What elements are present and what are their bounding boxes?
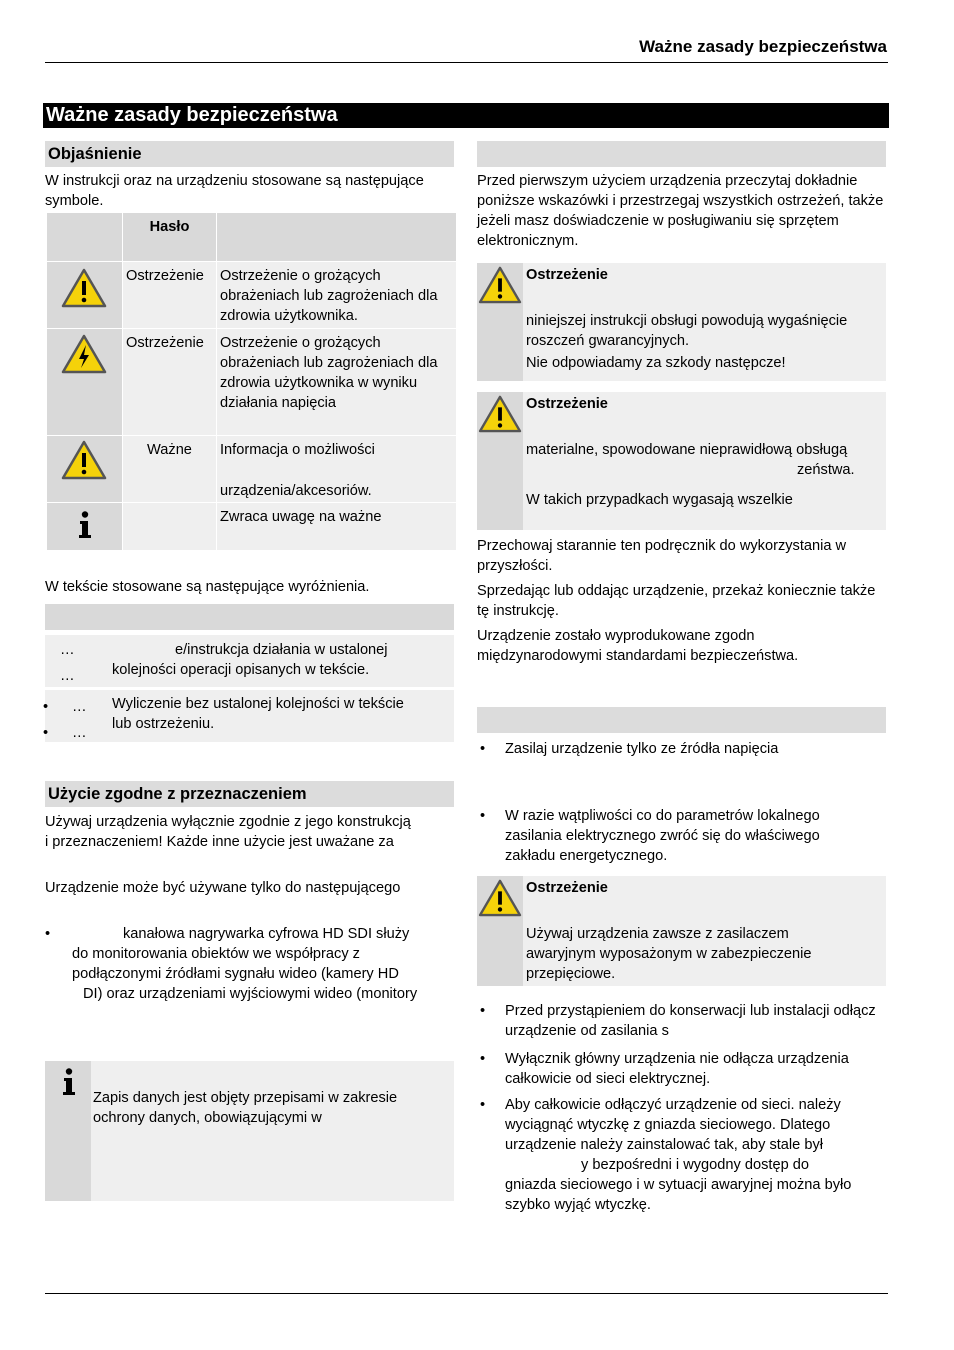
table-row bbox=[47, 436, 122, 502]
row-description: Informacja o możliwości urządzenia/akcesoriów. bbox=[217, 436, 456, 502]
page-header-title: Ważne zasady bezpieczeństwa bbox=[639, 37, 887, 56]
section-heading-right bbox=[477, 141, 886, 167]
disconnect-bullet: • Aby całkowicie odłączyć urządzenie od sieci. należy wyciągnąć wtyczkę z gniazda sieciowego. Dlatego urządzenie należy zainstalować tak, aby stale był y bezpośredni i wygodny dostęp do gniazda sieciowego i w sytuacji awaryjnej można było szybko wyjąć wtyczkę. bbox=[480, 1097, 852, 1213]
warning-triangle-icon bbox=[61, 440, 107, 480]
intended-use-scope: Urządzenie może być używane tylko do następującego bbox=[45, 880, 401, 896]
warning-icon-cell bbox=[477, 392, 523, 530]
section-heading-explanation: Objaśnienie bbox=[45, 141, 454, 167]
note-icon-cell bbox=[45, 1061, 91, 1201]
highlight-table bbox=[45, 604, 454, 742]
section-heading-power bbox=[477, 707, 886, 733]
list-item: • W razie wątpliwości co do parametrów lokalnego zasilania elektrycznego zwróć się do właściwego zakładu energetycznego. bbox=[477, 806, 857, 866]
maintenance-bullets bbox=[477, 1001, 887, 1097]
row-keyword: Ważne bbox=[123, 436, 216, 502]
warning-triangle-icon bbox=[478, 879, 522, 917]
row-description: Ostrzeżenie o grożących obrażeniach lub zagrożeniach dla zdrowia użytkownika. bbox=[217, 262, 456, 328]
table-header-keyword: Hasło bbox=[123, 213, 216, 261]
warning-triangle-icon bbox=[61, 268, 107, 308]
symbol-table bbox=[47, 213, 456, 550]
warning-box: Ostrzeżenie Używaj urządzenia zawsze z zasilaczem awaryjnym wyposażonym w zabezpieczenie przepięciowe. bbox=[523, 876, 886, 986]
warning-icon-cell bbox=[477, 263, 523, 381]
data-protection-note: Zapis danych jest objęty przepisami w zakresie ochrony danych, obowiązującymi w bbox=[91, 1061, 454, 1201]
row-keyword: Ostrzeżenie bbox=[123, 329, 216, 435]
table-row bbox=[47, 503, 122, 550]
hand-over-text: Sprzedając lub oddając urządzenie, przekaż koniecznie także tę instrukcję. bbox=[477, 583, 876, 619]
standards-text: Urządzenie zostało wyprodukowane zgodn międzynarodowymi standardami bezpieczeństwa. bbox=[477, 628, 799, 664]
warning-triangle-icon bbox=[478, 395, 522, 433]
row-description: Zwraca uwagę na ważne bbox=[217, 503, 456, 550]
table-row bbox=[47, 329, 122, 435]
info-icon bbox=[61, 1068, 77, 1096]
section-heading-intended-use: Użycie zgodne z przeznaczeniem bbox=[45, 781, 454, 807]
list-item: • Zasilaj urządzenie tylko ze źródła napięcia bbox=[477, 739, 887, 759]
high-voltage-icon bbox=[61, 334, 107, 374]
footer-rule bbox=[45, 1293, 888, 1294]
main-title: Ważne zasady bezpieczeństwa bbox=[46, 104, 338, 126]
list-item: • Przed przystąpieniem do konserwacji lub instalacji odłącz urządzenie od zasilania s bbox=[477, 1001, 887, 1041]
table-row: • • … … Wyliczenie bez ustalonej kolejności w tekście lub ostrzeżeniu. bbox=[45, 690, 454, 742]
keep-manual-text: Przechowaj starannie ten podręcznik do wykorzystania w przyszłości. bbox=[477, 538, 847, 574]
right-intro: Przed pierwszym użyciem urządzenia przeczytaj dokładnie poniższe wskazówki i przestrzegaj wszystkich ostrzeżeń, także jeżeli masz doświadczenie w posługiwaniu się sprzętem elektronicznym. bbox=[477, 173, 884, 249]
list-item: • Wyłącznik główny urządzenia nie odłącza urządzenia całkowicie od sieci elektrycznej. bbox=[477, 1049, 887, 1089]
power-bullets bbox=[477, 806, 857, 874]
warning-icon-cell bbox=[477, 876, 523, 986]
table-row: … … e/instrukcja działania w ustalonej kolejności operacji opisanych w tekście. bbox=[45, 635, 454, 687]
warning-triangle-icon bbox=[478, 266, 522, 304]
intended-use-bullet: • kanałowa nagrywarka cyfrowa HD SDI służy do monitorowania obiektów we współpracy z podłączonymi źródłami sygnału wideo (kamery HD DI) oraz urządzeniami wyjściowymi wideo (monitory bbox=[45, 926, 418, 1002]
warning-box: Ostrzeżenie materialne, spowodowane nieprawidłową obsługą zeństwa. W takich przypadkach wygasają wszelkie bbox=[523, 392, 886, 530]
row-description: Ostrzeżenie o grożących obrażeniach lub zagrożeniach dla zdrowia użytkownika w wyniku działania napięcia bbox=[217, 329, 456, 435]
info-icon bbox=[77, 511, 93, 539]
table-row bbox=[47, 262, 122, 328]
row-keyword: Ostrzeżenie bbox=[123, 262, 216, 328]
warning-box: Ostrzeżenie niniejszej instrukcji obsługi powodują wygaśnięcie roszczeń gwarancyjnych. Nie odpowiadamy za szkody następcze! bbox=[523, 263, 886, 381]
header-rule bbox=[45, 62, 888, 63]
intended-use-text: Używaj urządzenia wyłącznie zgodnie z jego konstrukcją i przeznaczeniem! Każde inne użycie jest uważane za bbox=[45, 814, 411, 850]
power-bullets bbox=[477, 739, 887, 767]
highlight-intro: W tekście stosowane są następujące wyróżnienia. bbox=[45, 579, 370, 595]
main-title-bar bbox=[43, 103, 889, 128]
explanation-intro: W instrukcji oraz na urządzeniu stosowane są następujące symbole. bbox=[45, 173, 424, 209]
